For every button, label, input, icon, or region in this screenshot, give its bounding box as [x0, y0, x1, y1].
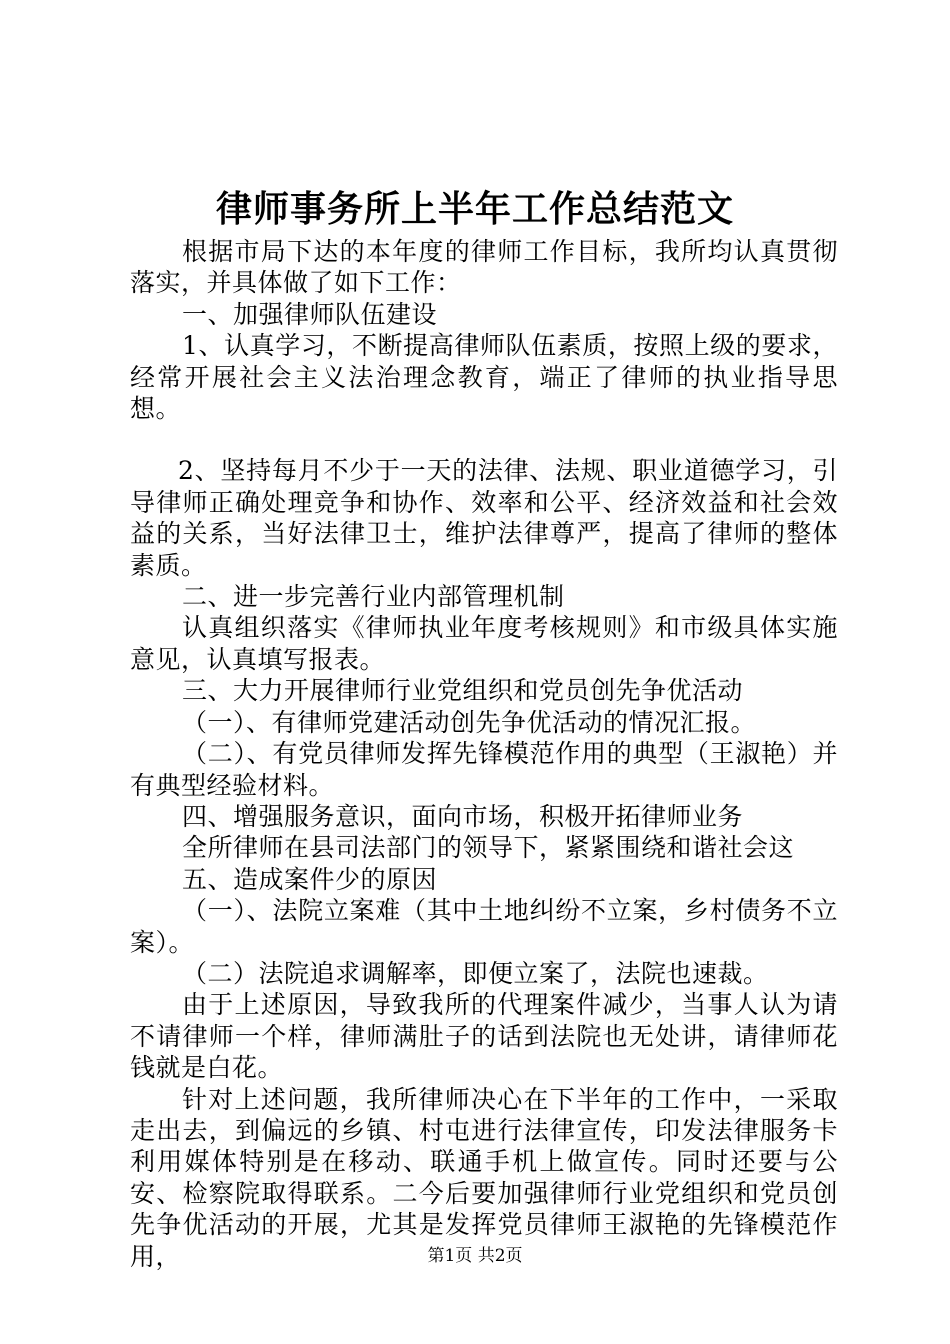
page-footer: 第1页 共2页 [427, 1246, 523, 1266]
paragraph-section-5-b: （二）法院追求调解率，即便立案了，法院也速裁。 [182, 958, 769, 988]
paragraph-section-3-b: （二）、有党员律师发挥先锋模范作用的典型（王淑艳）并有典型经验材料。 [130, 739, 838, 800]
heading-section-4: 四、增强服务意识，面向市场，积极开拓律师业务 [182, 801, 744, 831]
paragraph-section-5-a: （一）、法院立案难（其中土地纠纷不立案，乡村债务不立案）。 [130, 896, 838, 957]
heading-section-5: 五、造成案件少的原因 [182, 864, 438, 894]
paragraph-consequence: 由于上述原因，导致我所的代理案件减少，当事人认为请不请律师一个样，律师满肚子的话到法院也无处讲，请律师花钱就是白花。 [130, 990, 838, 1083]
document-title: 律师事务所上半年工作总结范文 [215, 188, 734, 230]
paragraph-section-4: 全所律师在县司法部门的领导下，紧紧围绕和谐社会这 [182, 833, 795, 863]
paragraph-section-3-a: （一）、有律师党建活动创先争优活动的情况汇报。 [182, 707, 757, 737]
paragraph-intro: 根据市局下达的本年度的律师工作目标，我所均认真贯彻落实，并具体做了如下工作： [130, 237, 838, 298]
paragraph-item-2: 2、坚持每月不少于一天的法律、法规、职业道德学习，引导律师正确处理竞争和协作、效率和公平、经济效益和社会效益的关系，当好法律卫士，维护法律尊严，提高了律师的整体素质。 [130, 456, 838, 580]
heading-section-2: 二、进一步完善行业内部管理机制 [182, 582, 565, 612]
document-body [130, 236, 838, 1272]
heading-section-1: 一、加强律师队伍建设 [182, 299, 438, 329]
blank-line [130, 424, 838, 455]
paragraph-section-2: 认真组织落实《律师执业年度考核规则》和市级具体实施意见，认真填写报表。 [130, 613, 838, 674]
paragraph-item-1: 1、认真学习，不断提高律师队伍素质，按照上级的要求，经常开展社会主义法治理念教育，端正了律师的执业指导思想。 [130, 331, 838, 424]
paragraph-plan: 针对上述问题，我所律师决心在下半年的工作中，一采取走出去，到偏远的乡镇、村屯进行法律宣传，印发法律服务卡利用媒体特别是在移动、联通手机上做宣传。同时还要与公安、检察院取得联系。二今后要加强律师行业党组织和党员创先争优活动的开展，尤其是发挥党员律师王淑艳的先锋模范作用， [130, 1084, 838, 1271]
heading-section-3: 三、大力开展律师行业党组织和党员创先争优活动 [182, 676, 744, 706]
